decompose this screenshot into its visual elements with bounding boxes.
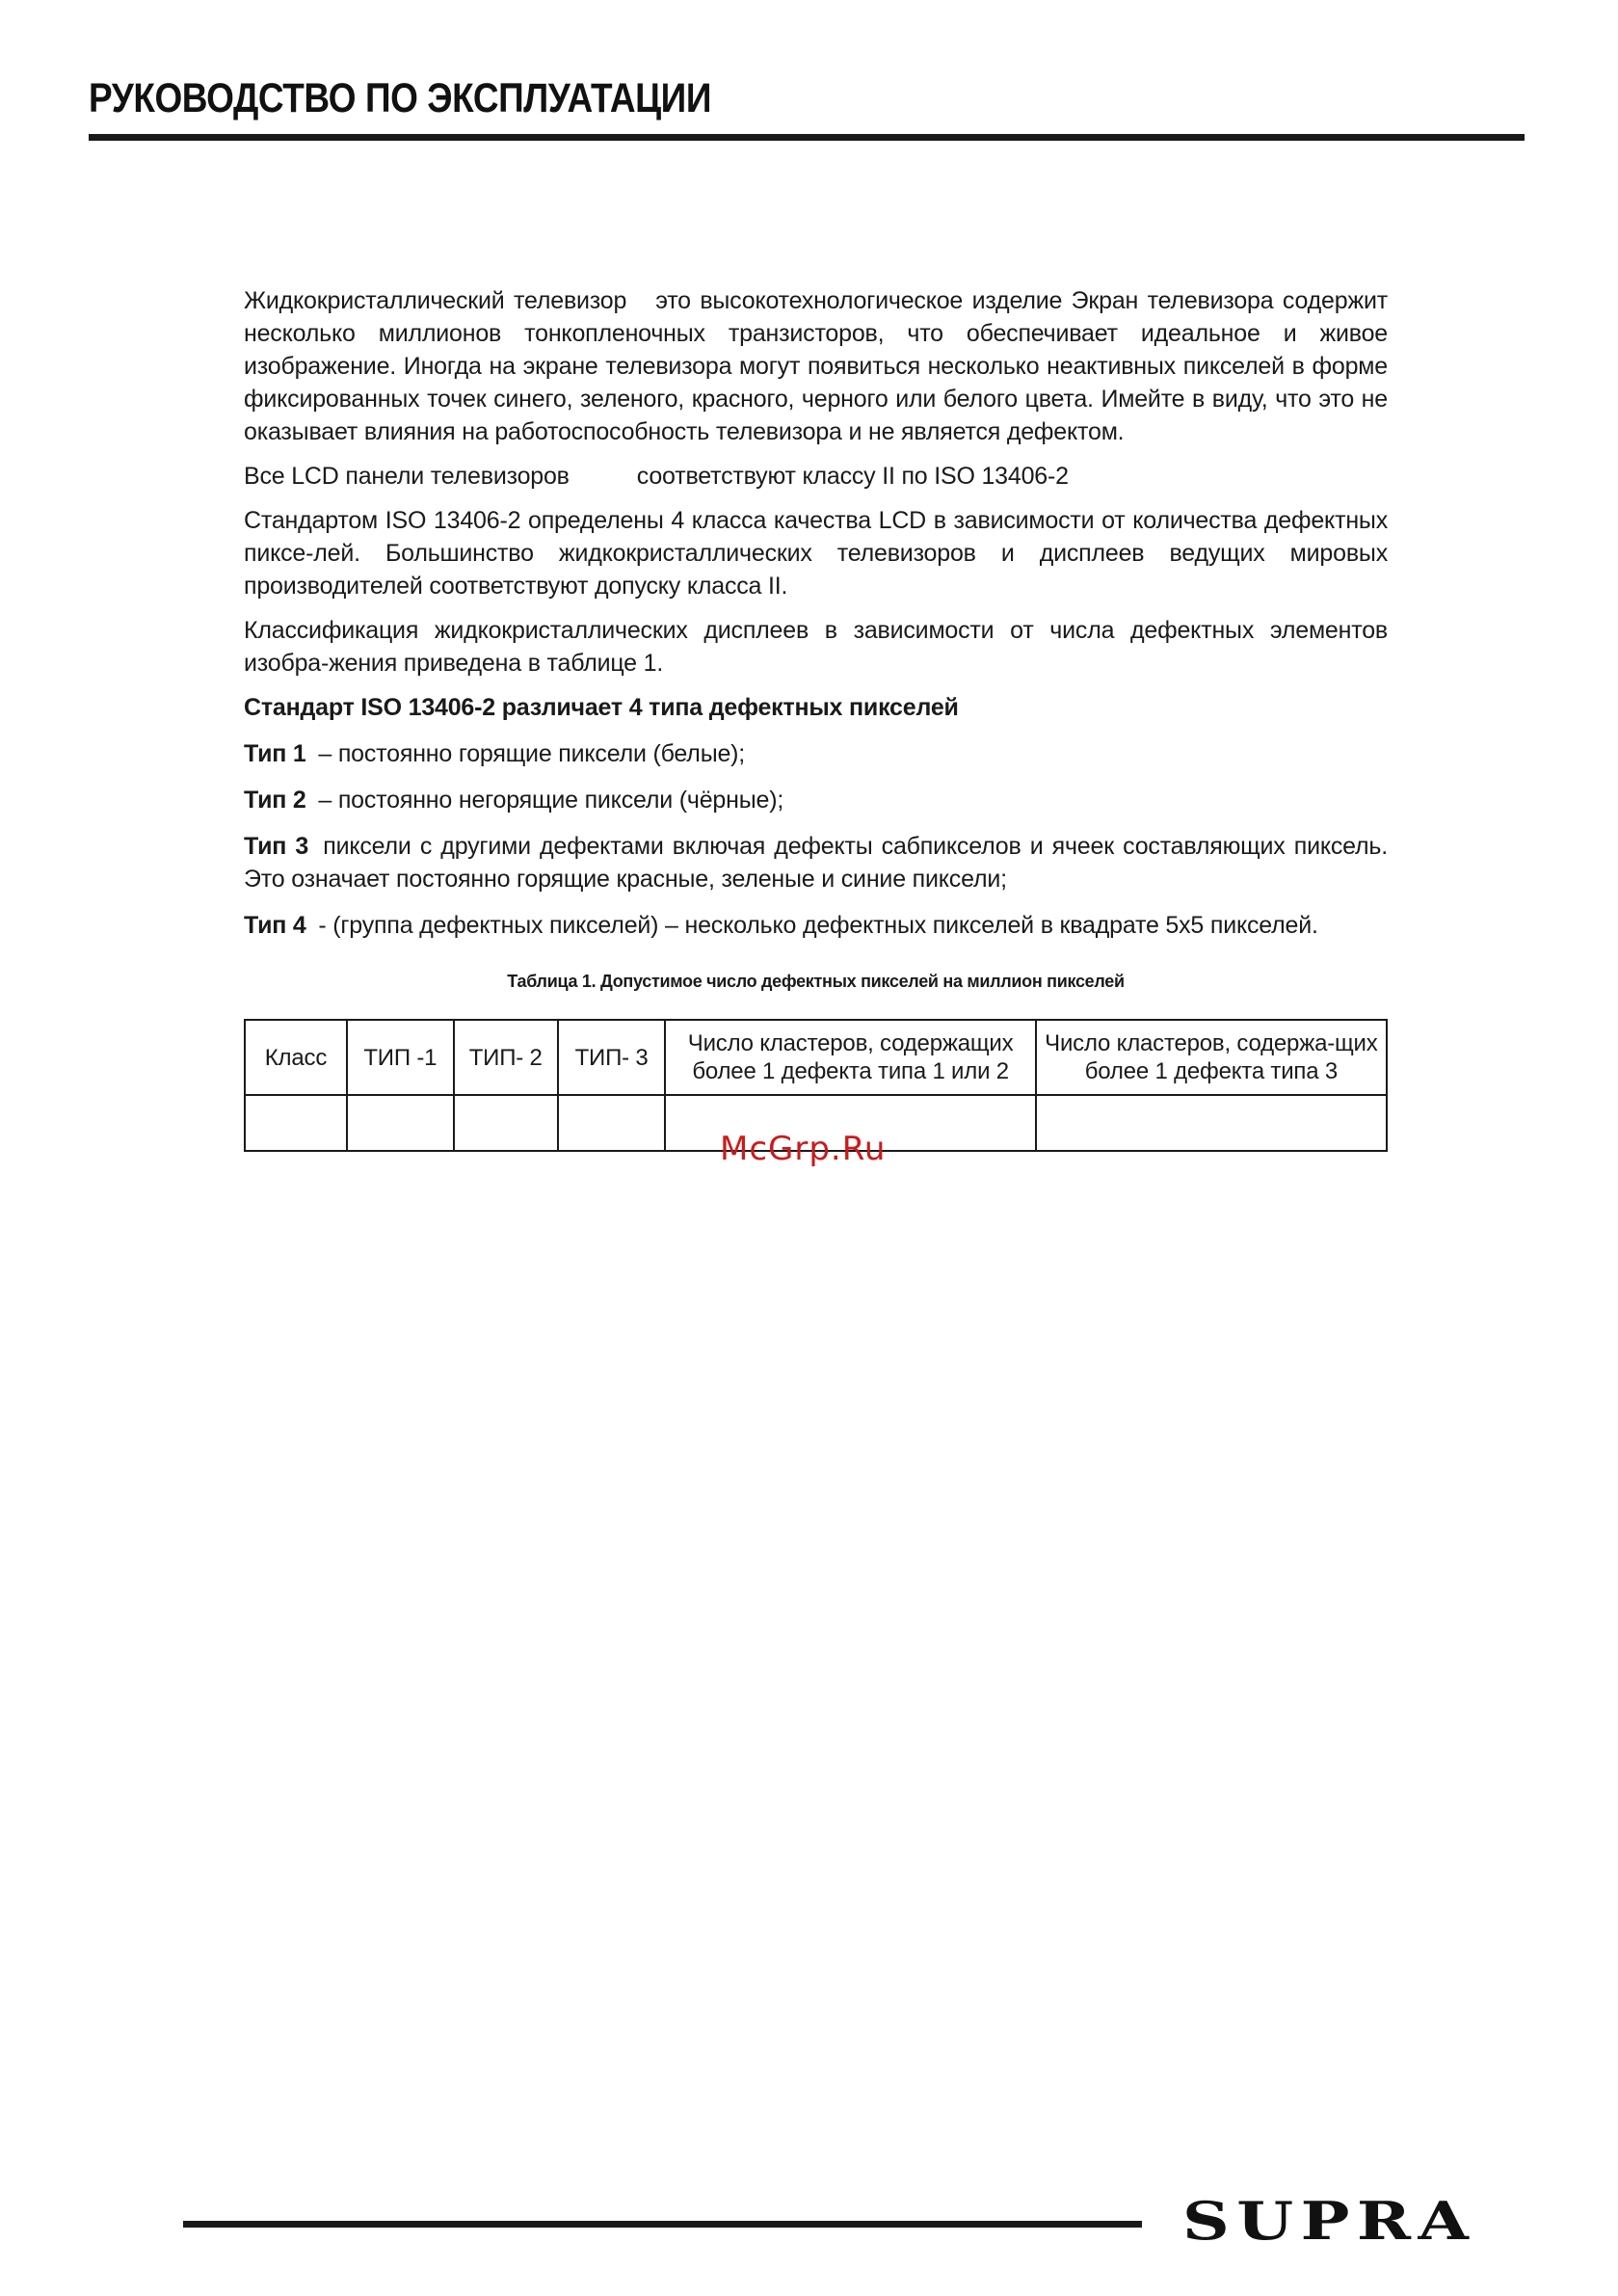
type-label: Тип 3 — [244, 833, 309, 860]
table-header-cell: Число кластеров, содержа-щих более 1 дефекта типа 3 — [1036, 1020, 1387, 1095]
watermark: McGrp.Ru — [720, 1130, 887, 1168]
type-label: Тип 4 — [244, 912, 306, 939]
table-header-cell: Число кластеров, содержащих более 1 дефекта типа 1 или 2 — [665, 1020, 1035, 1095]
document-body — [244, 284, 1388, 1152]
table-cell — [245, 1095, 347, 1151]
table-cell — [558, 1095, 666, 1151]
table-caption: Таблица 1. Допустимое число дефектных пикселей на миллион пикселей — [507, 972, 1125, 991]
type-item-4 — [244, 909, 1388, 942]
footer-divider — [183, 2221, 1142, 2228]
header-divider — [89, 134, 1525, 141]
page-header — [89, 67, 1525, 129]
table-cell — [1036, 1095, 1387, 1151]
type-description: – постоянно горящие пиксели (белые); — [318, 740, 746, 767]
table-cell — [347, 1095, 454, 1151]
table-header-cell: ТИП -1 — [347, 1020, 454, 1095]
table-header-cell: Класс — [245, 1020, 347, 1095]
intro-p2-start: Все LCD панели телевизоров — [244, 463, 570, 490]
intro-paragraph-1 — [244, 284, 1388, 448]
type-label: Тип 1 — [244, 740, 306, 767]
type-description: – постоянно негорящие пиксели (чёрные); — [318, 787, 784, 814]
intro-p2-rest: соответствуют классу II по ISO 13406-2 — [636, 463, 1069, 490]
page-title: РУКОВОДСТВО ПО ЭКСПЛУАТАЦИИ — [89, 75, 711, 121]
section-subheading: Стандарт ISO 13406-2 различает 4 типа дефектных пикселей — [244, 694, 959, 721]
type-item-3 — [244, 830, 1388, 895]
type-label: Тип 2 — [244, 787, 306, 814]
intro-paragraph-2 — [244, 460, 1388, 493]
intro-p1-start: Жидкокристаллический телевизор — [244, 287, 627, 314]
table-cell — [454, 1095, 558, 1151]
type-item-1 — [244, 737, 1388, 770]
intro-paragraph-4: Классификация жидкокристаллических дисплеев в зависимости от числа дефектных элементов изобра-жения приведена в таблице 1. — [244, 617, 1388, 677]
intro-p1-rest: это высокотехнологическое изделие Экран телевизора содержит несколько миллионов тонкопленочных транзисторов, что обеспечивает идеальное и живое изображение. Иногда на экране телевизора могут появиться несколько неактивных пикселей в форме фиксированных точек синего, зеленого, красного, черного или белого цвета. Имейте в виду, что это не оказывает влияния на работоспособность телевизора и не является дефектом. — [244, 287, 1388, 445]
table-header-cell: ТИП- 3 — [558, 1020, 666, 1095]
type-description: - (группа дефектных пикселей) – несколько дефектных пикселей в квадрате 5x5 пикселей. — [318, 912, 1318, 939]
type-description: пиксели с другими дефектами включая дефекты сабпикселов и ячеек составляющих пиксель. Это означает постоянно горящие красные, зеленые и синие пиксели; — [244, 833, 1388, 893]
table-header-row — [245, 1020, 1387, 1095]
type-item-2 — [244, 784, 1388, 816]
table-header-cell: ТИП- 2 — [454, 1020, 558, 1095]
brand-logo: SUPRA — [1182, 2190, 1476, 2252]
intro-paragraph-3: Стандартом ISO 13406-2 определены 4 класса качества LCD в зависимости от количества дефектных пиксе-лей. Большинство жидкокристаллических телевизоров и дисплеев ведущих мировых производителей соответствуют допуску класса II. — [244, 507, 1388, 600]
